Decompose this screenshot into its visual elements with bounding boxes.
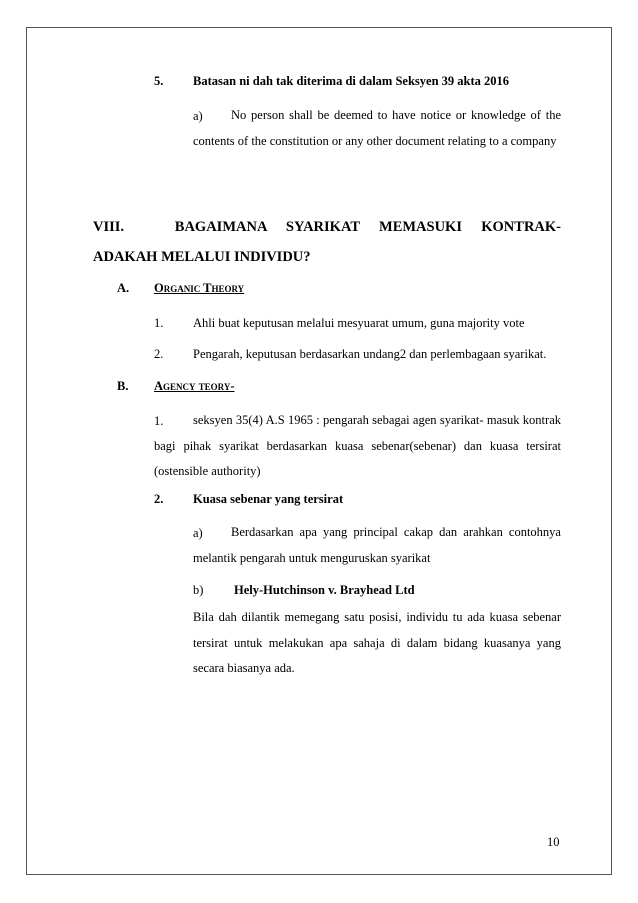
section-viii-number: VIII. — [93, 219, 125, 235]
item-5-sub-a-label: a) — [193, 109, 203, 123]
section-a-label: A. — [117, 281, 130, 295]
section-viii-title: BAGAIMANA SYARIKAT MEMASUKI KONTRAK-ADAKAH MELALUI INDIVIDU? — [93, 219, 561, 265]
page-number: 10 — [547, 835, 560, 849]
section-b-sub-a-text: Berdasarkan apa yang principal cakap dan arahkan contohnya melantik pengarah untuk menguruskan syarikat — [193, 525, 561, 565]
section-b-sub-a-label: a) — [193, 526, 203, 540]
section-b-sub-b-title: Hely-Hutchinson v. Brayhead Ltd — [234, 583, 415, 597]
section-viii-heading — [93, 212, 561, 272]
section-a-item-1-number: 1. — [154, 316, 164, 330]
section-b-title: Agency teory- — [154, 379, 235, 393]
section-b-item-2-number: 2. — [154, 492, 164, 506]
section-b-sub-b-label: b) — [193, 583, 204, 597]
section-a-item-1-text: Ahli buat keputusan melalui mesyuarat umum, guna majority vote — [193, 316, 525, 330]
item-5-sub-a-text: No person shall be deemed to have notice or knowledge of the contents of the constitution or any other document relating to a company — [193, 108, 561, 148]
item-5-title: Batasan ni dah tak diterima di dalam Seksyen 39 akta 2016 — [193, 74, 510, 88]
section-a-item-2-number: 2. — [154, 347, 164, 361]
section-b-item-1-text: seksyen 35(4) A.S 1965 : pengarah sebagai agen syarikat- masuk kontrak bagi pihak syarikat berdasarkan kuasa sebenar(sebenar) dan kuasa tersirat (ostensible authority) — [154, 413, 561, 478]
section-a-title: Organic Thеory — [154, 281, 245, 295]
section-b-item-2-title: Kuasa sebenar yang tersirat — [193, 492, 344, 506]
section-a-item-2-text: Pengarah, keputusan berdasarkan undang2 dan perlembagaan syarikat. — [193, 347, 547, 361]
section-b-item-1-number: 1. — [154, 414, 164, 428]
section-b-sub-b-text: Bila dah dilantik memegang satu posisi, individu tu ada kuasa sebenar tersirat untuk melakukan apa sahaja di dalam bidang kuasanya yang secara biasanya ada. — [193, 610, 561, 675]
item-5-number: 5. — [154, 74, 164, 88]
section-b-label: B. — [117, 379, 129, 393]
